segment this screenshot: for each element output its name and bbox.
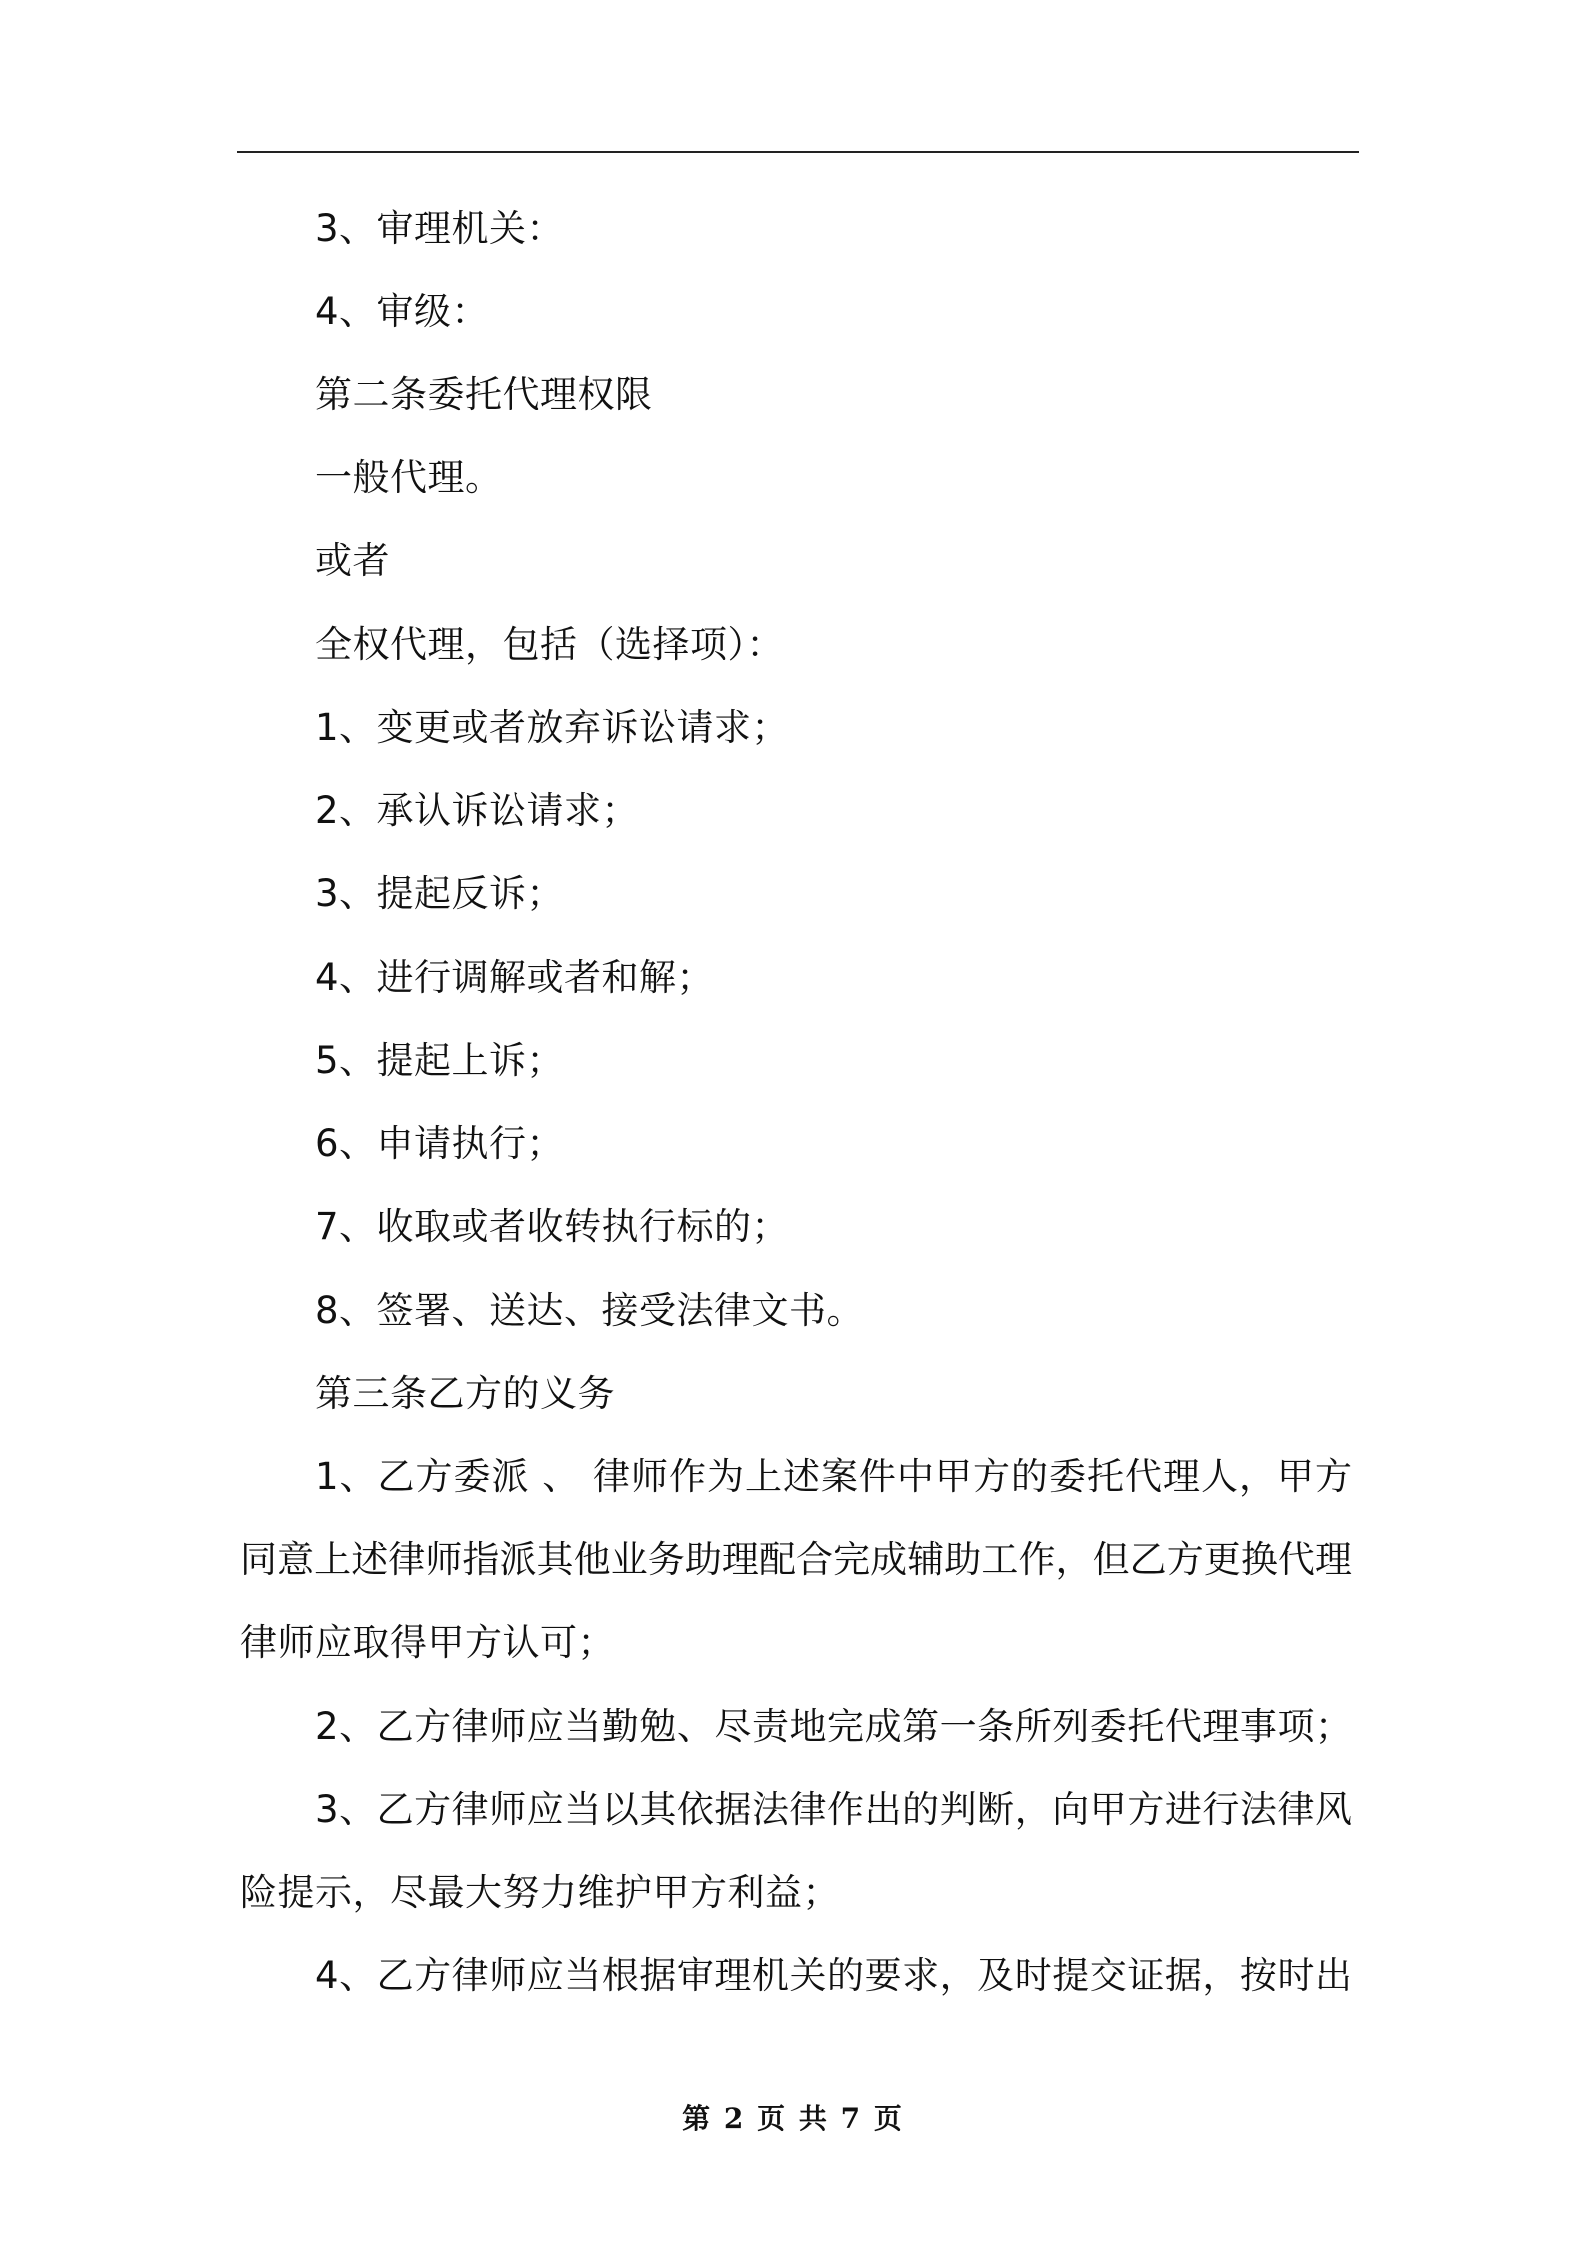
list-item: 8、签署、送达、接受法律文书。 [315, 1289, 865, 1332]
section-heading: 第二条委托代理权限 [315, 373, 653, 416]
doc-line: 全权代理，包括（选择项）： [315, 623, 784, 666]
paragraph-line: 律师应取得甲方认可； [240, 1621, 615, 1664]
doc-line: 3、审理机关： [315, 207, 565, 250]
paragraph-line: 2、乙方律师应当勤勉、尽责地完成第一条所列委托代理事项； [315, 1705, 1352, 1748]
list-item: 4、进行调解或者和解； [315, 956, 715, 999]
list-item: 5、提起上诉； [315, 1039, 565, 1082]
list-item: 6、申请执行； [315, 1122, 565, 1165]
paragraph-line: 同意上述律师指派其他业务助理配合完成辅助工作，但乙方更换代理 [240, 1538, 1352, 1581]
page-number-label: 第 2 页 共 7 页 [682, 2102, 904, 2135]
doc-line: 4、审级： [315, 290, 490, 333]
list-item: 7、收取或者收转执行标的； [315, 1205, 790, 1248]
doc-line: 一般代理。 [315, 456, 503, 499]
page-footer [0, 2102, 1586, 2136]
list-item: 2、承认诉讼请求； [315, 789, 640, 832]
paragraph-line: 3、乙方律师应当以其依据法律作出的判断，向甲方进行法律风 [315, 1788, 1352, 1831]
paragraph-line: 险提示，尽最大努力维护甲方利益； [240, 1871, 840, 1914]
header-rule [237, 151, 1359, 153]
list-item: 3、提起反诉； [315, 872, 565, 915]
list-item: 1、变更或者放弃诉讼请求； [315, 706, 790, 749]
section-heading: 第三条乙方的义务 [315, 1372, 615, 1415]
paragraph-line: 1、乙方委派 、 律师作为上述案件中甲方的委托代理人，甲方 [315, 1455, 1352, 1498]
paragraph-line: 4、乙方律师应当根据审理机关的要求，及时提交证据，按时出 [315, 1954, 1352, 1997]
doc-line: 或者 [315, 539, 390, 582]
